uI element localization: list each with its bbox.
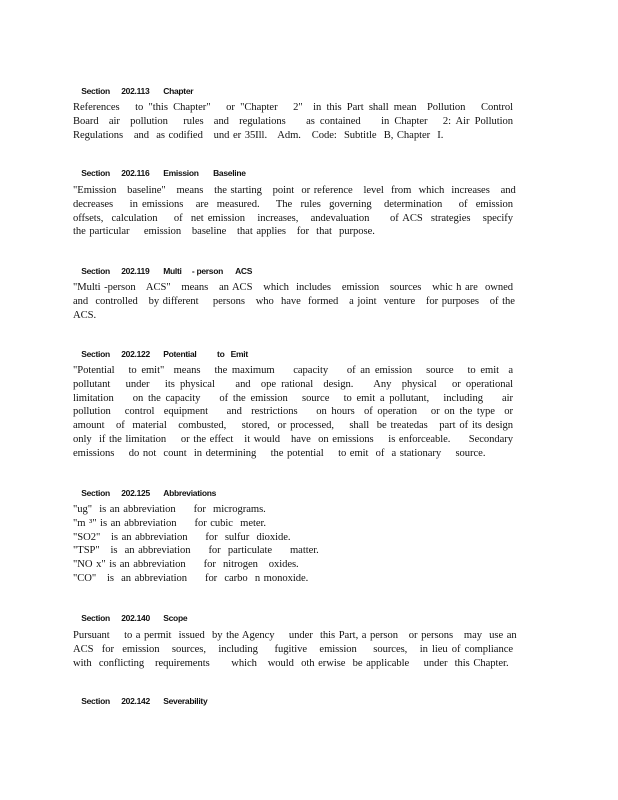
section-body <box>73 629 517 670</box>
section-number: 202.125 <box>121 488 150 498</box>
body-line: Regulations and as codified und er 35Ill. Adm. Code: Subtitle B, Chapter I. <box>73 129 444 141</box>
section-heading <box>73 686 207 716</box>
section-label: Section <box>81 86 110 96</box>
section-number: 202.116 <box>121 168 150 178</box>
section-body <box>73 364 513 461</box>
body-line: ACS for emission sources, including fugitive emission sources, in lieu of compliance <box>73 643 513 655</box>
section-title: Severability <box>163 696 208 706</box>
section-title: Abbreviations <box>163 488 217 498</box>
section-label: Section <box>81 613 110 623</box>
body-line: ACS. <box>73 309 97 321</box>
body-line: "m ³" is an abbreviation for cubic meter. <box>73 517 267 529</box>
section-body <box>73 281 513 322</box>
section-number: 202.142 <box>121 696 150 706</box>
body-line: and controlled by different persons who have formed a joint venture for purposes of the <box>73 295 515 307</box>
section-number: 202.140 <box>121 613 150 623</box>
section-label: Section <box>81 349 110 359</box>
body-line: only if the limitation or the effect it would have on emissions is enforceable. Secondary <box>73 433 513 445</box>
section-label: Section <box>81 168 110 178</box>
body-line: Board air pollution rules and regulations as contained in Chapter 2: Air Pollution <box>73 115 513 127</box>
body-line: "Multi -person ACS" means an ACS which includes emission sources whic h are owned <box>73 282 513 293</box>
section-number: 202.122 <box>121 349 150 359</box>
section-body <box>73 101 513 142</box>
body-line: "Emission baseline" means the starting point or reference level from which increases and <box>73 185 516 196</box>
body-line: amount of material combusted, stored, or processed, shall be treatedas part of its design <box>73 420 513 432</box>
section-title: Scope <box>163 613 188 623</box>
body-line: References to "this Chapter" or "Chapter 2" in this Part shall mean Pollution Control <box>73 102 513 113</box>
section-title: Multi - person ACS <box>163 266 253 276</box>
body-line: decreases in emissions are measured. The rules governing determination of emission <box>73 198 513 210</box>
section-number: 202.119 <box>121 266 150 276</box>
body-line: pollutant under its physical and ope rational design. Any physical or operational <box>73 378 513 390</box>
section-label: Section <box>81 488 110 498</box>
section-label: Section <box>81 696 110 706</box>
body-line: with conflicting requirements which would oth erwise be applicable under this Chapter. <box>73 657 509 669</box>
body-line: offsets, calculation of net emission increases, andevaluation of ACS strategies specify <box>73 212 513 224</box>
body-line: Pursuant to a permit issued by the Agency under this Part, a person or persons may use an <box>73 630 517 641</box>
section-body <box>73 503 513 586</box>
body-line: "TSP" is an abbreviation for particulate matter. <box>73 545 319 557</box>
body-line: pollution control equipment and restrictions on hours of operation or on the type or <box>73 406 513 418</box>
body-line: "SO2" is an abbreviation for sulfur dioxide. <box>73 531 291 543</box>
section-title: Chapter <box>163 86 194 96</box>
section-title: Potential to Emit <box>163 349 248 359</box>
body-line: "NO x" is an abbreviation for nitrogen oxides. <box>73 559 299 571</box>
body-line: emissions do not count in determining the potential to emit of a stationary source. <box>73 447 486 459</box>
body-line: limitation on the capacity of the emission source to emit a pollutant, including air <box>73 392 513 404</box>
body-line: the particular emission baseline that applies for that purpose. <box>73 226 375 238</box>
body-line: "ug" is an abbreviation for micrograms. <box>73 504 266 515</box>
section-title: Emission Baseline <box>163 168 246 178</box>
body-line: "CO" is an abbreviation for carbo n monoxide. <box>73 572 309 584</box>
section-number: 202.113 <box>121 86 150 96</box>
section-body <box>73 184 516 239</box>
section-label: Section <box>81 266 110 276</box>
body-line: "Potential to emit" means the maximum capacity of an emission source to emit a <box>73 365 513 376</box>
